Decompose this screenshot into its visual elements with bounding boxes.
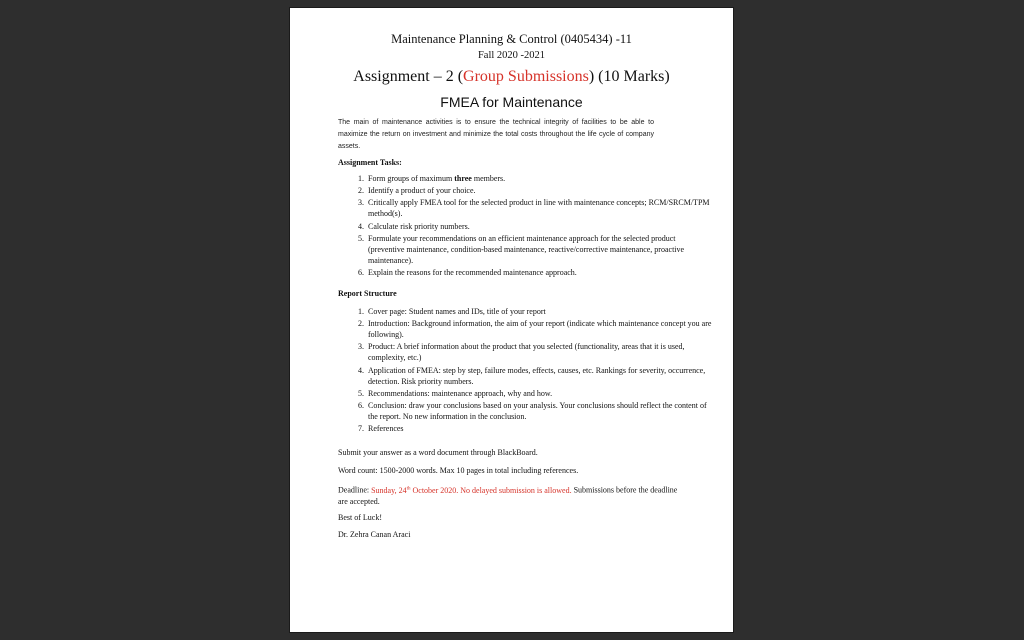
report-item: 5. Recommendations: maintenance approach, why and how. bbox=[366, 388, 712, 399]
assignment-prefix: Assignment – 2 ( bbox=[353, 68, 464, 85]
report-item: 7. References bbox=[366, 423, 712, 434]
assignment-highlight: Group Submissions bbox=[463, 68, 589, 85]
report-item: 3. Product: A brief information about the product that you selected (functionality, areas that it is used, complexity, etc.) bbox=[366, 341, 712, 363]
task-item: 4. Calculate risk priority numbers. bbox=[366, 221, 712, 232]
report-item: 2. Introduction: Background information, the aim of your report (indicate which maintenance concept you are following). bbox=[366, 318, 712, 340]
task-item: 2. Identify a product of your choice. bbox=[366, 185, 712, 196]
term-label: Fall 2020 -2021 bbox=[477, 50, 546, 61]
report-item: 6. Conclusion: draw your conclusions based on your analysis. Your conclusions should reflect the content of the report. No new information in the conclusion. bbox=[366, 400, 712, 422]
course-title: Maintenance Planning & Control (0405434) -11 bbox=[391, 32, 632, 46]
task-item: 5. Formulate your recommendations on an efficient maintenance approach for the selected product (preventive maintenance, condition-based maintenance, reactive/corrective maintenance, proactive maintenance). bbox=[366, 233, 712, 266]
closing-line: Best of Luck! bbox=[338, 513, 382, 522]
topic-title: FMEA for Maintenance bbox=[440, 94, 583, 110]
author-signature: Dr. Zehra Canan Araci bbox=[338, 530, 411, 539]
deadline-paragraph bbox=[338, 483, 684, 507]
deadline-date: Sunday, 24th October 2020. No delayed submission is allowed. bbox=[371, 485, 572, 495]
task-item: 3. Critically apply FMEA tool for the selected product in line with maintenance concepts; RCM/SRCM/TPM method(s). bbox=[366, 197, 712, 219]
tasks-heading: Assignment Tasks: bbox=[338, 158, 402, 167]
report-item: 4. Application of FMEA: step by step, failure modes, effects, causes, etc. Rankings for severity, occurrence, detection. Risk priority numbers. bbox=[366, 365, 712, 387]
intro-paragraph: The main of maintenance activities is to ensure the technical integrity of facilities to be able to maximize the return on investment and minimize the total costs throughout the life cycle of company assets. bbox=[338, 119, 654, 150]
document-page bbox=[290, 8, 733, 632]
report-heading: Report Structure bbox=[338, 289, 397, 298]
word-count: Word count: 1500-2000 words. Max 10 pages in total including references. bbox=[338, 466, 579, 475]
assignment-title bbox=[290, 68, 733, 86]
task-item: 6. Explain the reasons for the recommended maintenance approach. bbox=[366, 267, 712, 278]
deadline-label: Deadline: bbox=[338, 485, 372, 495]
submit-instructions: Submit your answer as a word document through BlackBoard. bbox=[338, 448, 538, 457]
report-item: 1. Cover page: Student names and IDs, title of your report bbox=[366, 306, 712, 317]
assignment-suffix: ) (10 Marks) bbox=[588, 68, 670, 85]
task-item: 1. Form groups of maximum three members. bbox=[366, 173, 712, 184]
tasks-list bbox=[338, 173, 712, 279]
report-list bbox=[338, 306, 712, 435]
deadline-note: Submissions before the deadline are accepted. bbox=[338, 485, 678, 506]
